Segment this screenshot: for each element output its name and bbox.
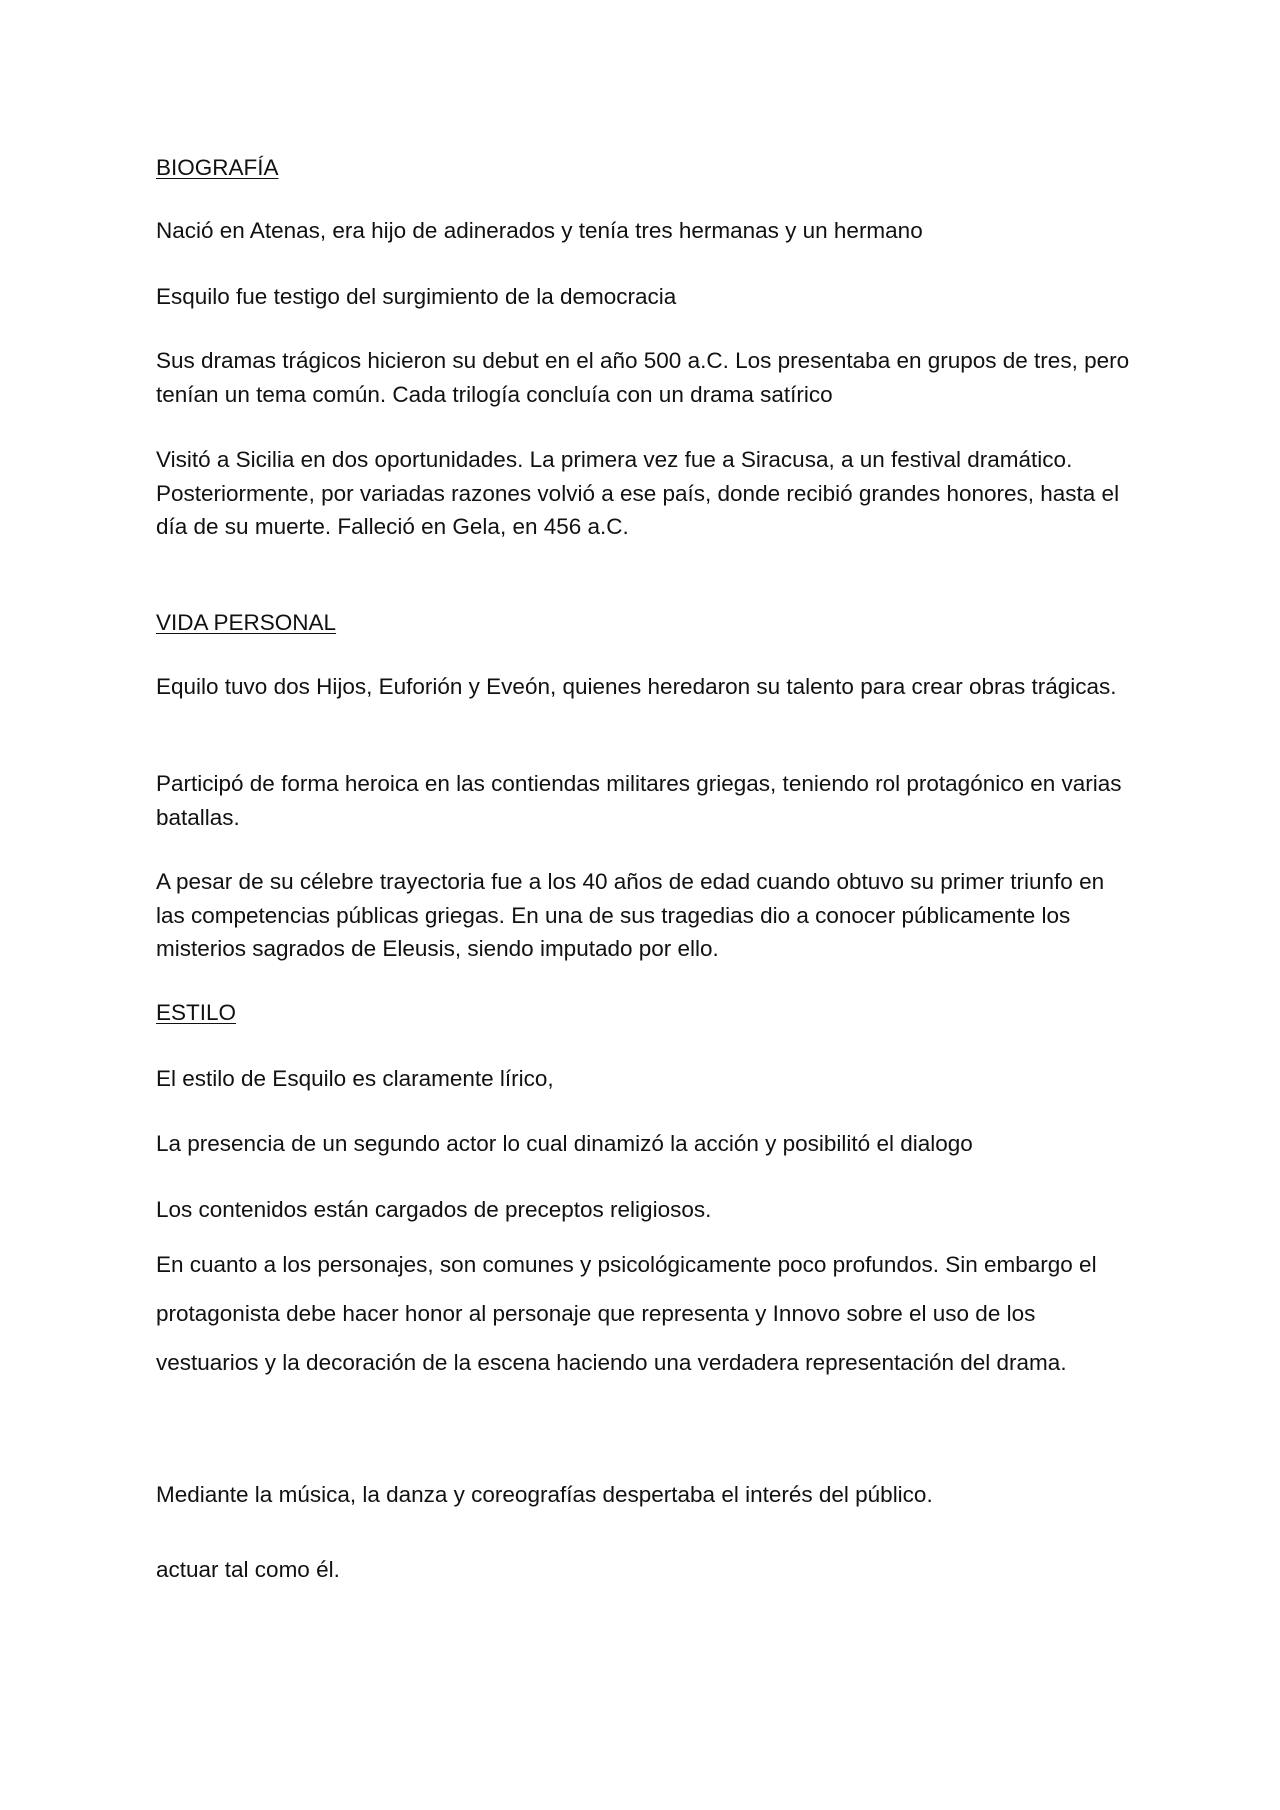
paragraph: A pesar de su célebre trayectoria fue a los 40 años de edad cuando obtuvo su primer triunfo en las competencias públicas griegas. En una de sus tragedias dio a conocer públicamente los misterios sagrados de Eleusis, siendo imputado por ello.	[156, 869, 1105, 961]
paragraph: Mediante la música, la danza y coreografías despertaba el interés del público.	[156, 1482, 933, 1507]
paragraph: Los contenidos están cargados de preceptos religiosos.	[156, 1197, 712, 1222]
paragraph: Esquilo fue testigo del surgimiento de la democracia	[156, 284, 677, 309]
section-heading-biografia: BIOGRAFÍA	[156, 155, 279, 180]
section-heading-vida-personal: VIDA PERSONAL	[156, 610, 337, 635]
paragraph: Visitó a Sicilia en dos oportunidades. La primera vez fue a Siracusa, a un festival dramático. Posteriormente, por variadas razones volvió a ese país, donde recibió grandes honores, hasta el día de su muerte. Falleció en Gela, en 456 a.C.	[156, 447, 1120, 539]
section-heading-estilo: ESTILO	[156, 1000, 237, 1025]
paragraph: Sus dramas trágicos hicieron su debut en el año 500 a.C. Los presentaba en grupos de tres, pero tenían un tema común. Cada trilogía concluía con un drama satírico	[156, 348, 1130, 407]
paragraph: Participó de forma heroica en las contiendas militares griegas, teniendo rol protagónico en varias batallas.	[156, 771, 1122, 830]
paragraph: El estilo de Esquilo es claramente lírico,	[156, 1066, 554, 1091]
paragraph: Nació en Atenas, era hijo de adinerados y tenía tres hermanas y un hermano	[156, 218, 923, 243]
paragraph: La presencia de un segundo actor lo cual dinamizó la acción y posibilitó el dialogo	[156, 1131, 973, 1156]
paragraph: actuar tal como él.	[156, 1557, 340, 1582]
paragraph: En cuanto a los personajes, son comunes y psicológicamente poco profundos. Sin embargo el protagonista debe hacer honor al personaje que representa y Innovo sobre el uso de los vestuarios y la decoración de la escena haciendo una verdadera representación del drama.	[156, 1252, 1097, 1375]
paragraph: Equilo tuvo dos Hijos, Euforión y Eveón, quienes heredaron su talento para crear obras trágicas.	[156, 674, 1117, 699]
